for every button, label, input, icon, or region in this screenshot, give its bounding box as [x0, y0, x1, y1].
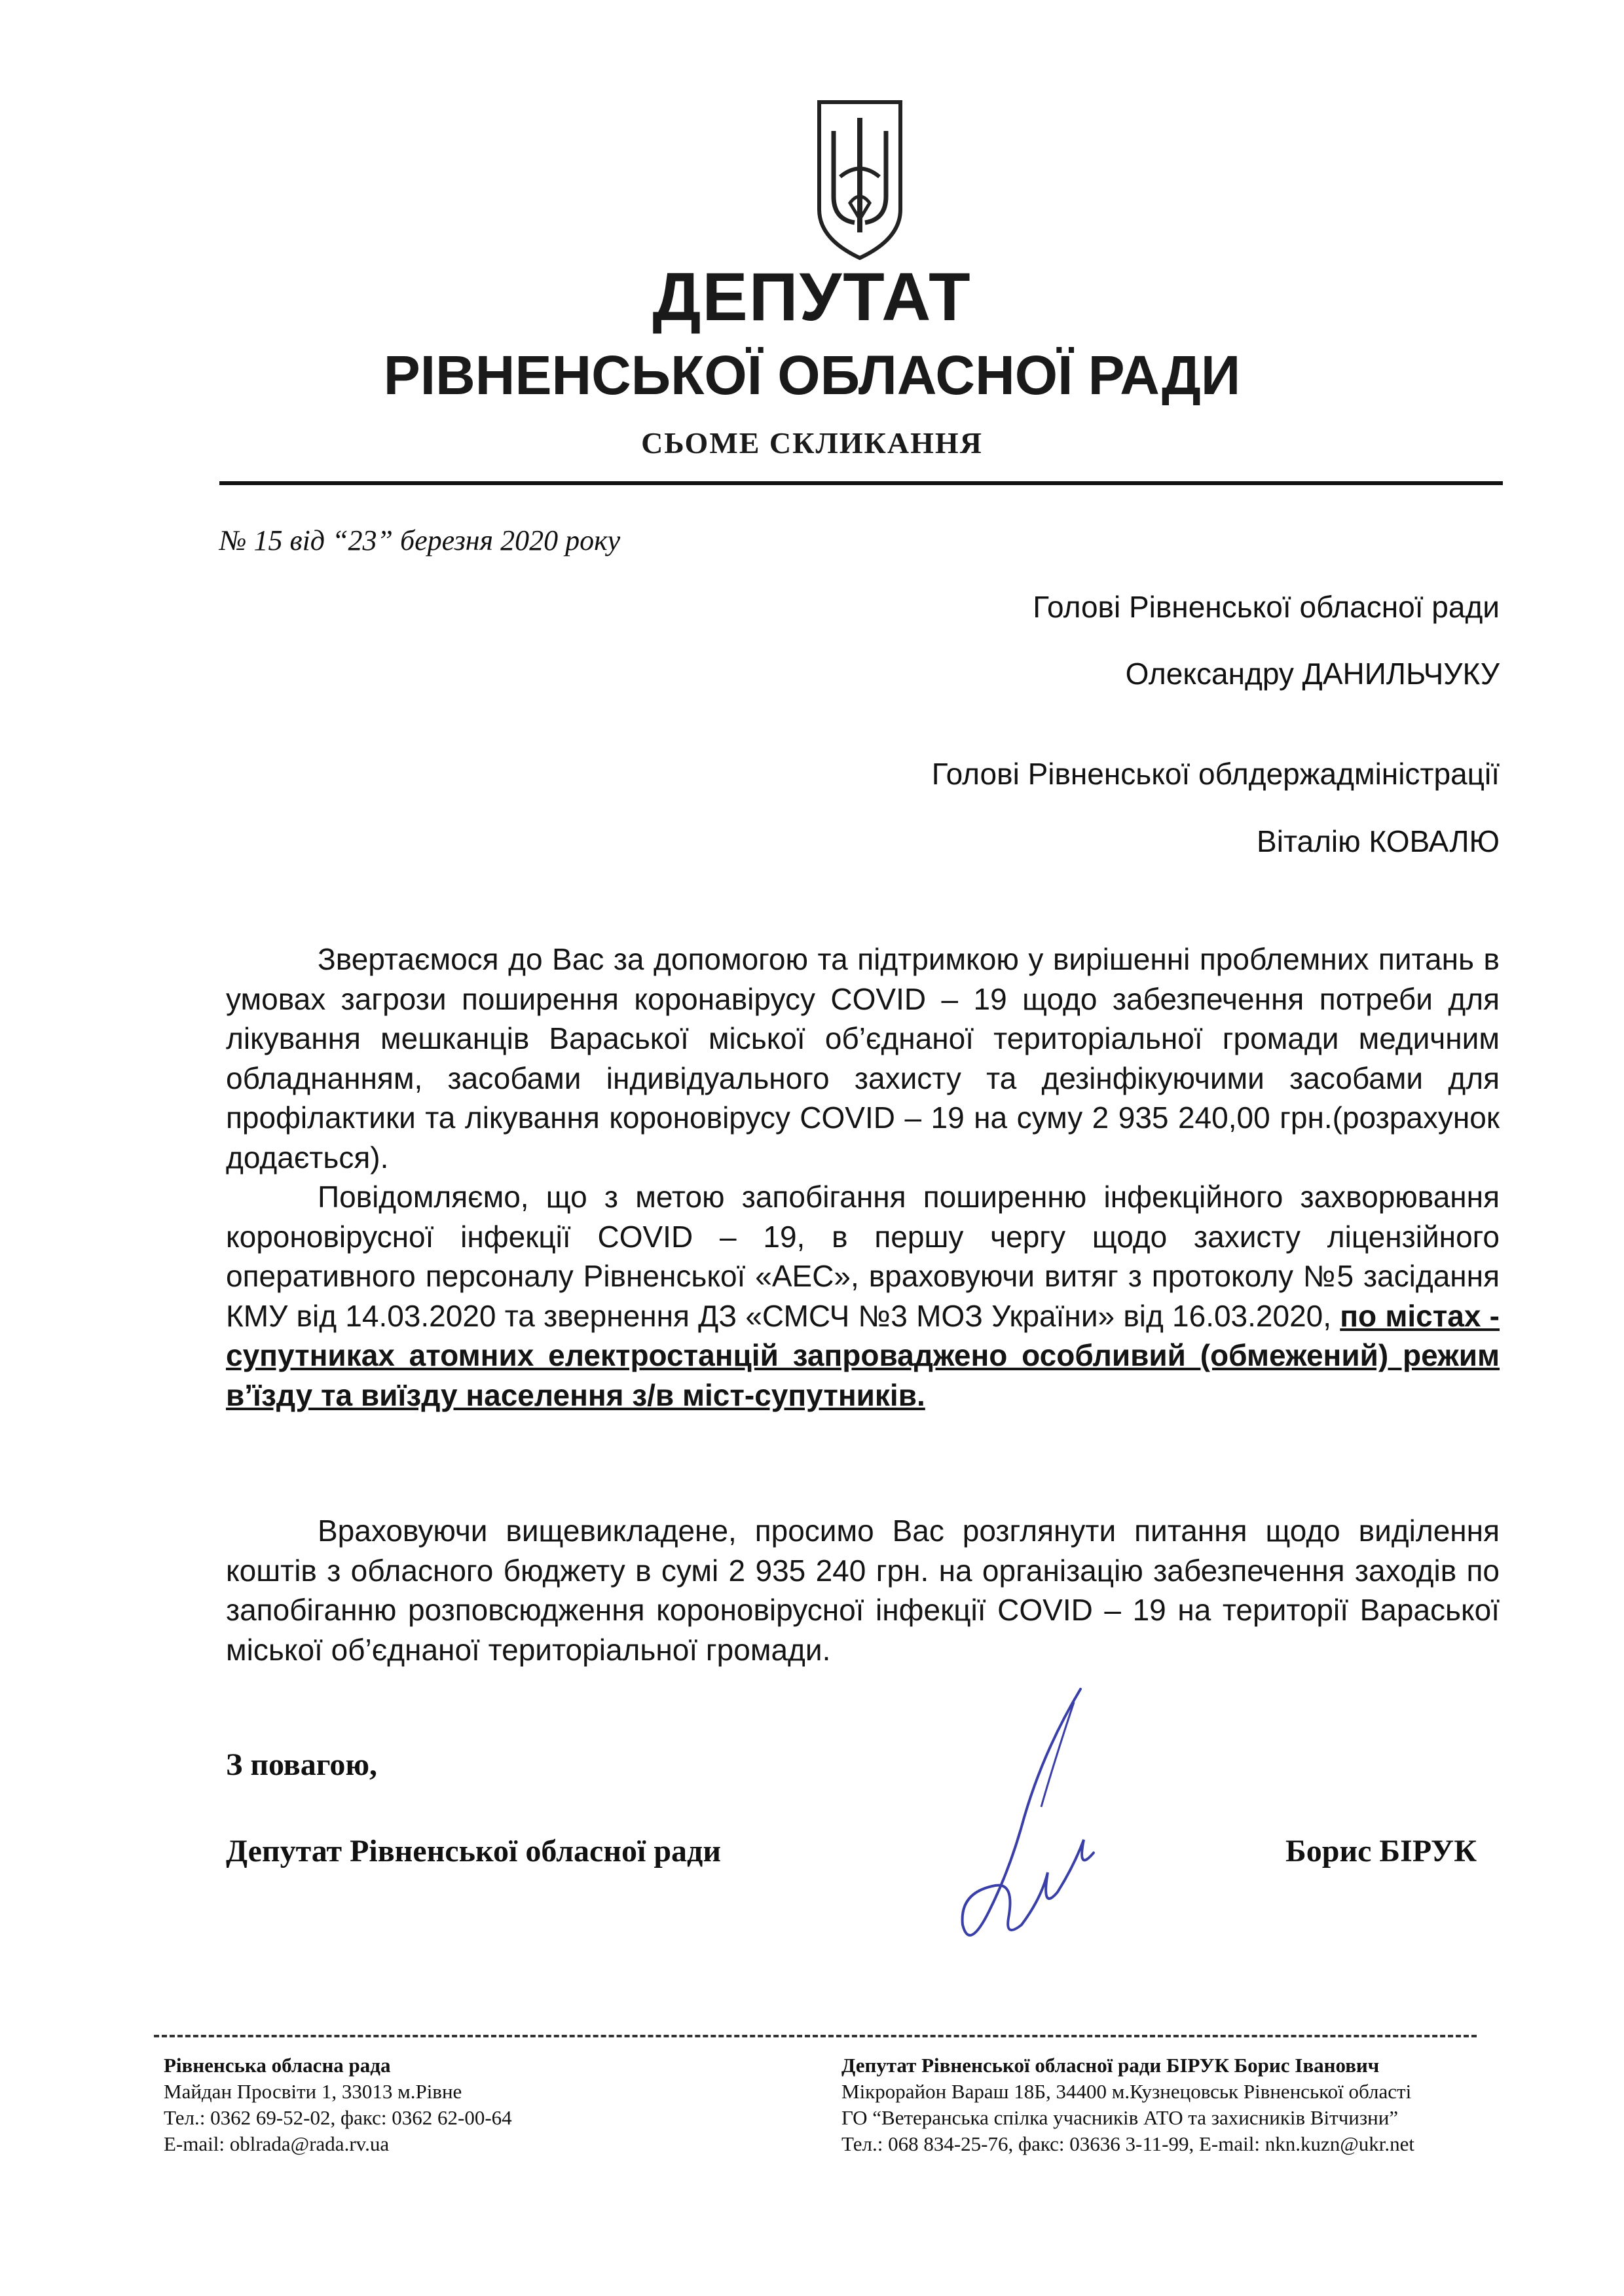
footer-divider: [154, 2035, 1477, 2037]
body-paragraph-2-emphasis: по містах - супутниках атомних електростанцій запроваджено особливий (обмежений) режим в’їзду та виїзду населення з/в міст-супутників.: [226, 1298, 1500, 1412]
footer-deputy-ngo: ГО “Ветеранська спілка учасників АТО та захисників Вітчизни”: [841, 2106, 1399, 2129]
closing-regards: З повагою,: [226, 1747, 377, 1782]
footer-deputy-phone: Тел.: 068 834-25-76, факс: 03636 3-11-99, E-mail: nkn.kuzn@ukr.net: [841, 2132, 1415, 2155]
body-paragraph-2-text: Повідомляємо, що з метою запобігання поширенню інфекційного захворювання короновірусної інфекції COVID – 19, в першу чергу щодо захисту ліцензійного оперативного персоналу Рівненської «АЕС», враховуючи витяг з протоколу №5 засідання КМУ від 14.03.2020 та звернення ДЗ «СМСЧ №3 МОЗ України» від 16.03.2020,: [226, 1180, 1500, 1333]
signer-title: Депутат Рівненської обласної ради: [226, 1834, 721, 1868]
header-divider: [219, 481, 1503, 485]
letter-body-request: [226, 1511, 1500, 1669]
body-paragraph-3: Враховуючи вищевикладене, просимо Вас розглянути питання щодо виділення коштів з обласного бюджету в сумі 2 935 240 грн. на організацію забезпечення заходів по запобіганню розповсюдження короновірусної інфекції COVID – 19 на території Вараської міської об’єднаної територіальної громади.: [226, 1514, 1500, 1667]
footer-deputy-address: Мікрорайон Вараш 18Б, 34400 м.Кузнецовськ Рівненської області: [841, 2080, 1412, 2103]
footer-council-email: E-mail: oblrada@rada.rv.ua: [164, 2132, 390, 2155]
addressee-2-position: Голові Рівненської облдержадміністрації: [931, 757, 1500, 791]
trident-coat-of-arms-icon: [814, 98, 906, 262]
addressee-2-name: Віталію КОВАЛЮ: [1257, 824, 1500, 858]
footer-council-phone: Тел.: 0362 69-52-02, факс: 0362 62-00-64: [164, 2106, 512, 2129]
addressee-1-name: Олександру ДАНИЛЬЧУКУ: [1125, 657, 1500, 691]
handwritten-signature: [943, 1676, 1113, 1977]
footer-council-contacts: [164, 2052, 512, 2157]
footer-deputy-name: Депутат Рівненської обласної ради БІРУК Борис Іванович: [841, 2054, 1380, 2077]
footer-council-address: Майдан Просвіти 1, 33013 м.Рівне: [164, 2080, 462, 2103]
document-subtitle: РІВНЕНСЬКОЇ ОБЛАСНОЇ РАДИ: [383, 344, 1241, 406]
body-paragraph-1: Звертаємося до Вас за допомогою та підтримкою у вирішенні проблемних питань в умовах загрози поширення коронавірусу COVID – 19 щодо забезпечення потреби для лікування мешканців Вараської міської об’єднаної територіальної громади медичним обладнанням, засобами індивідуального захисту та дезінфікуючими засобами для профілактики та лікування короновірусу COVID – 19 на суму 2 935 240,00 грн.(розрахунок додається).: [226, 942, 1500, 1175]
footer-council-name: Рівненська обласна рада: [164, 2054, 391, 2077]
letter-body: [226, 939, 1500, 1415]
convocation-label: СЬОМЕ СКЛИКАННЯ: [641, 426, 983, 460]
footer-deputy-contacts: [841, 2052, 1414, 2157]
registration-number: № 15 від “23” березня 2020 року: [219, 524, 621, 556]
document-title: ДЕПУТАТ: [652, 259, 972, 335]
addressee-1-position: Голові Рівненської обласної ради: [1033, 590, 1500, 624]
signer-name: Борис БІРУК: [1285, 1834, 1477, 1868]
body-paragraph-2: [226, 1177, 1500, 1415]
